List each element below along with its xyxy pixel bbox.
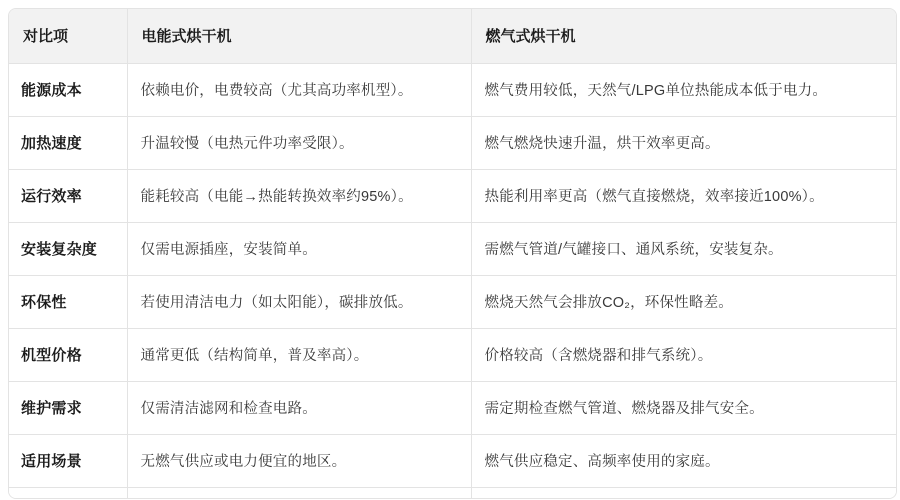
filler-cell: [471, 487, 896, 499]
row-label: 环保性: [9, 275, 127, 328]
column-header-gas-dryer: 燃气式烘干机: [471, 9, 896, 63]
gas-dryer-cell: 需定期检查燃气管道、燃烧器及排气安全。: [471, 381, 896, 434]
electric-dryer-cell: 若使用清洁电力（如太阳能），碳排放低。: [127, 275, 471, 328]
row-label: 机型价格: [9, 328, 127, 381]
electric-dryer-cell: 通常更低（结构简单，普及率高）。: [127, 328, 471, 381]
row-label: 运行效率: [9, 169, 127, 222]
filler-cell: [127, 487, 471, 499]
table-header-row: [9, 9, 896, 63]
electric-dryer-cell: 能耗较高（电能→热能转换效率约95%）。: [127, 169, 471, 222]
table-row: [9, 328, 896, 381]
row-label: 安装复杂度: [9, 222, 127, 275]
table-filler-row: [9, 487, 896, 499]
table-row: [9, 275, 896, 328]
row-label: 适用场景: [9, 434, 127, 487]
row-label: 加热速度: [9, 116, 127, 169]
gas-dryer-cell: 燃气供应稳定、高频率使用的家庭。: [471, 434, 896, 487]
gas-dryer-cell: 需燃气管道/气罐接口、通风系统，安装复杂。: [471, 222, 896, 275]
table-row: [9, 169, 896, 222]
table-row: [9, 63, 896, 116]
gas-dryer-cell: 燃烧天然气会排放CO₂，环保性略差。: [471, 275, 896, 328]
table-row: [9, 116, 896, 169]
table-row: [9, 222, 896, 275]
electric-dryer-cell: 仅需电源插座，安装简单。: [127, 222, 471, 275]
gas-dryer-cell: 燃气燃烧快速升温，烘干效率更高。: [471, 116, 896, 169]
table-row: [9, 434, 896, 487]
electric-dryer-cell: 升温较慢（电热元件功率受限）。: [127, 116, 471, 169]
electric-dryer-cell: 依赖电价，电费较高（尤其高功率机型）。: [127, 63, 471, 116]
column-header-item: 对比项: [9, 9, 127, 63]
column-header-electric-dryer: 电能式烘干机: [127, 9, 471, 63]
electric-dryer-cell: 仅需清洁滤网和检查电路。: [127, 381, 471, 434]
row-label: 能源成本: [9, 63, 127, 116]
electric-dryer-cell: 无燃气供应或电力便宜的地区。: [127, 434, 471, 487]
comparison-table: [9, 9, 896, 499]
filler-cell: [9, 487, 127, 499]
gas-dryer-cell: 价格较高（含燃烧器和排气系统）。: [471, 328, 896, 381]
gas-dryer-cell: 热能利用率更高（燃气直接燃烧，效率接近100%）。: [471, 169, 896, 222]
row-label: 维护需求: [9, 381, 127, 434]
comparison-table-card: [8, 8, 897, 499]
table-row: [9, 381, 896, 434]
gas-dryer-cell: 燃气费用较低，天然气/LPG单位热能成本低于电力。: [471, 63, 896, 116]
